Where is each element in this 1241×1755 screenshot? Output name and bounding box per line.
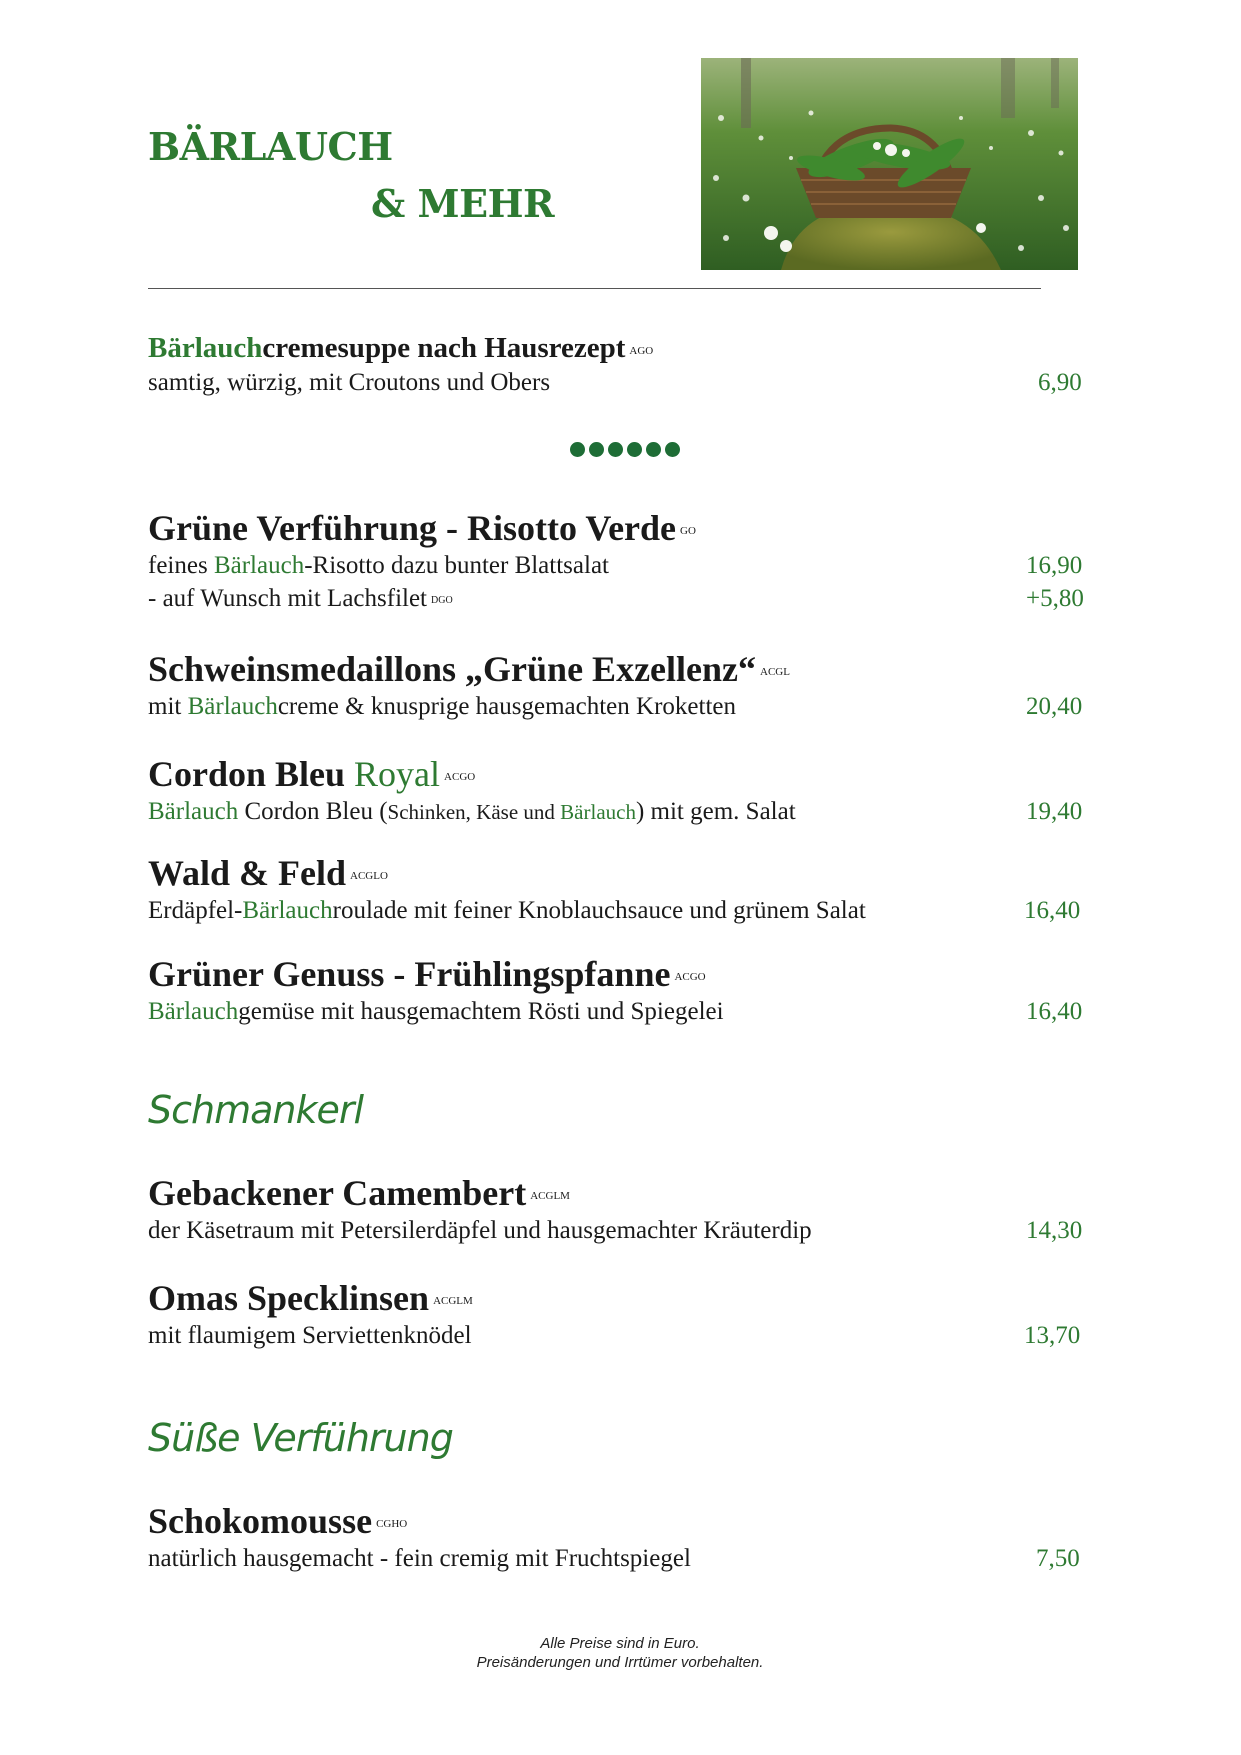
item-price: 14,30 [1026,1217,1083,1244]
item-price: 13,70 [1024,1322,1081,1349]
item-description-b: -Risotto dazu bunter Blattsalat [304,552,609,579]
item-name-text: Schokomousse [148,1501,373,1541]
item-description-row [148,690,1098,723]
menu-item-specklinsen [148,1277,1098,1352]
item-name-text: Grüner Genuss - Frühlingspfanne [148,954,671,994]
item-description-row [148,549,1098,582]
menu-item-gruener-genuss [148,953,1098,1028]
item-description-row [148,1319,1098,1352]
item-name [148,1172,1098,1214]
menu-item-soup [148,330,1098,399]
item-description-highlight: Bärlauch [187,693,278,720]
item-description-highlight: Bärlauch [148,998,239,1025]
menu-title-line2: & MEHR [371,181,555,226]
footer-line2: Preisänderungen und Irrtümer vorbehalten. [476,1654,764,1671]
item-name-highlight: Royal [354,754,441,794]
section-heading-schmankerl: Schmankerl [148,1088,364,1132]
item-description-a: feines [148,552,214,579]
item-price: 16,40 [1026,998,1083,1025]
item-description-row [148,795,1098,829]
item-price: 16,90 [1026,552,1083,579]
allergen-code: ACGLM [433,1295,473,1307]
item-name [148,852,1098,894]
separator-dot [570,442,585,457]
item-name-text: Wald & Feld [148,853,347,893]
item-price: 6,90 [1038,369,1082,396]
menu-item-schweinsmedaillons [148,648,1098,723]
separator-dot [608,442,623,457]
item-name [148,330,1098,366]
separator-dot [627,442,642,457]
item-extra: - auf Wunsch mit Lachsfilet [148,585,428,612]
item-description-small: Schinken, Käse und [387,800,561,824]
item-description-a: Erdäpfel- [148,897,243,924]
basket-with-wild-garlic-photo [701,58,1078,270]
allergen-code: CGHO [376,1518,408,1530]
section-heading-dessert: Süße Verführung [148,1416,453,1460]
item-description-b: roulade mit feiner Knoblauchsauce und grünem Salat [332,897,866,924]
item-description: samtig, würzig, mit Croutons und Obers [148,369,551,396]
allergen-code: ACGL [760,666,790,678]
item-price: 20,40 [1026,693,1083,720]
menu-title-line1: BÄRLAUCH [148,124,393,169]
item-name [148,1500,1098,1542]
item-description-row [148,366,1098,399]
item-description: mit flaumigem Serviettenknödel [148,1322,472,1349]
item-name [148,1277,1098,1319]
menu-item-risotto [148,507,1098,615]
allergen-code: GO [680,525,696,537]
item-price: 19,40 [1026,798,1083,825]
item-description: natürlich hausgemacht - fein cremig mit Fruchtspiegel [148,1545,691,1572]
item-description-a: Cordon Bleu ( [238,798,388,825]
separator-dot [646,442,661,457]
item-name [148,753,1098,795]
item-price: 16,40 [1024,897,1081,924]
item-description-a: mit [148,693,188,720]
item-description: der Käsetraum mit Petersilerdäpfel und hausgemachter Kräuterdip [148,1217,812,1244]
item-extra-row [148,582,1098,615]
item-description-highlight: Bärlauch [148,798,239,825]
allergen-code: AGO [629,345,654,357]
item-name [148,953,1098,995]
separator-dot [589,442,604,457]
allergen-code: ACGLM [530,1190,570,1202]
menu-item-camembert [148,1172,1098,1247]
item-name-text: Schweinsmedaillons „Grüne Exzellenz“ [148,649,757,689]
item-name-text: Omas Specklinsen [148,1278,430,1318]
item-description-b: ) mit gem. Salat [635,798,796,825]
item-name-rest: cremesuppe nach Hausrezept [262,332,626,364]
item-name [148,507,1098,549]
allergen-code: ACGLO [350,870,388,882]
item-description-row [148,995,1098,1028]
item-description-highlight: Bärlauch [213,552,305,579]
price-disclaimer [420,1634,820,1672]
allergen-code: DGO [431,595,453,606]
item-description-highlight-2: Bärlauch [560,800,636,824]
item-name-text: Grüne Verführung - Risotto Verde [148,508,677,548]
item-description-b: creme & knusprige hausgemachten Kroketten [277,693,736,720]
allergen-code: ACGO [444,771,476,783]
item-description-highlight: Bärlauch [242,897,333,924]
allergen-code: ACGO [674,971,706,983]
item-description-row [148,894,1098,927]
item-price: 7,50 [1036,1545,1080,1572]
item-description-row [148,1214,1098,1247]
separator-dot [665,442,680,457]
section-separator-dots [570,442,680,457]
item-name-text: Gebackener Camembert [148,1173,527,1213]
item-description-row [148,1542,1098,1575]
item-name-text: Cordon Bleu [148,754,355,794]
item-description-b: gemüse mit hausgemachtem Rösti und Spiegelei [238,998,724,1025]
menu-item-wald-feld [148,852,1098,927]
item-extra-price: +5,80 [1026,585,1084,612]
menu-item-cordon-bleu [148,753,1098,829]
footer-line1: Alle Preise sind in Euro. [540,1635,700,1652]
item-name [148,648,1098,690]
title-divider [148,288,1041,289]
item-name-highlight: Bärlauch [148,332,263,364]
menu-item-schokomousse [148,1500,1098,1575]
